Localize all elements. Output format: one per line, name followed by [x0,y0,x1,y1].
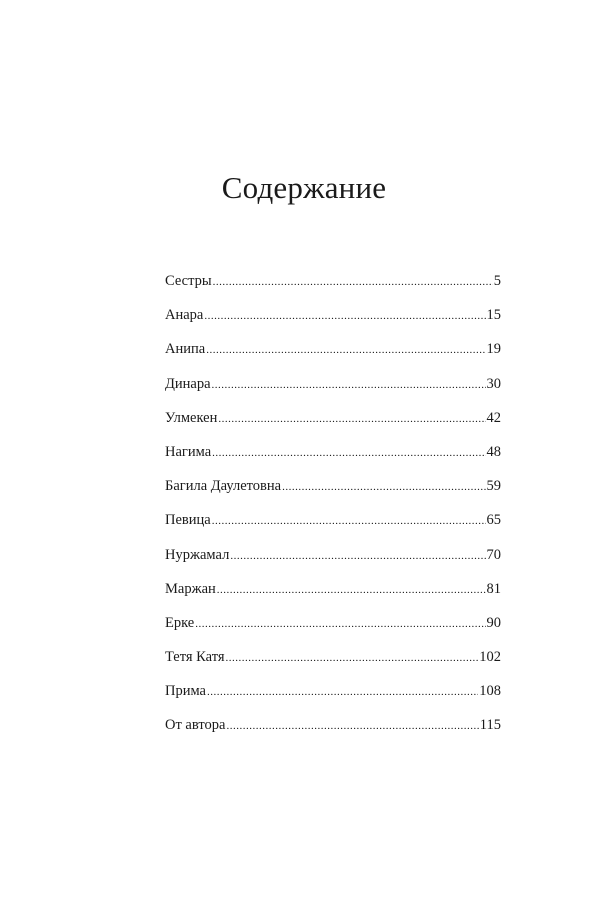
toc-entry [165,306,501,340]
toc-entry-page: 30 [486,375,501,392]
toc-entry-title: Нагима [165,443,212,460]
dot-leader [217,581,486,599]
toc-entry-page: 59 [486,478,501,495]
toc-entry-page: 115 [479,717,501,734]
toc-entry-page: 19 [486,341,501,358]
toc-entry [165,409,501,443]
toc-entry [165,477,501,511]
toc-entry-title: От автора [165,717,226,734]
toc-entry [165,375,501,409]
toc-entry-page: 65 [486,512,501,529]
toc-entry [165,716,501,750]
dot-leader [226,649,479,667]
toc-entry-page: 42 [486,409,501,426]
toc-entry-page: 108 [479,683,501,700]
toc-entry-page: 90 [486,614,501,631]
toc-entry [165,272,501,306]
toc-entry-page: 5 [493,273,501,289]
toc-entry-title: Улмекен [165,409,218,426]
dot-leader [213,273,493,291]
toc-entry [165,546,501,580]
toc-entry-title: Нуржамал [165,546,230,563]
toc-entry-title: Динара [165,375,211,392]
toc-entry-page: 81 [486,580,501,597]
dot-leader [212,512,486,530]
page-title: Содержание [221,170,387,205]
toc-entry-title: Певица [165,512,211,529]
toc-entry-title: Ерке [165,614,195,631]
toc-entry-title: Анипа [165,341,206,358]
toc-entry-title: Анара [165,307,204,324]
dot-leader [282,478,485,496]
dot-leader [230,547,485,565]
toc-entry-page: 102 [479,649,501,666]
toc-entry [165,580,501,614]
dot-leader [218,410,485,428]
toc-entry [165,682,501,716]
dot-leader [207,683,478,701]
toc-entry-page: 70 [486,546,501,563]
toc-entry-title: Тетя Катя [165,649,225,666]
toc-entry-title: Маржан [165,580,216,597]
toc-entry-page: 15 [486,307,501,324]
toc-entry [165,648,501,682]
toc-entry [165,340,501,374]
dot-leader [206,341,485,359]
dot-leader [212,376,486,394]
toc-entry-title: Прима [165,683,206,700]
toc-entry-title: Багила Даулетовна [165,478,282,495]
dot-leader [226,717,478,735]
toc-entry-page: 48 [486,443,501,460]
toc-entry [165,443,501,477]
toc-entry [165,614,501,648]
toc-entry [165,511,501,545]
dot-leader [212,444,485,462]
dot-leader [195,615,485,633]
dot-leader [204,307,485,325]
table-of-contents [165,272,501,751]
toc-entry-title: Сестры [165,273,212,289]
